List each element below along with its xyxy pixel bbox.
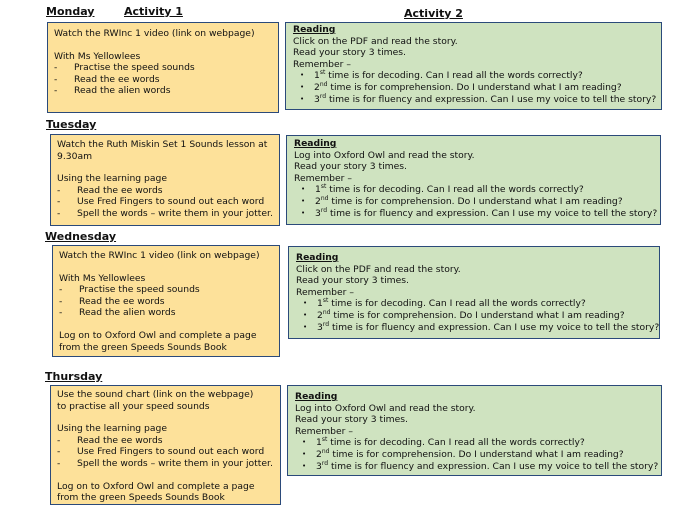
tuesday-intro: 9.30am [57, 150, 93, 162]
instruction: Click on the PDF and read the story. [293, 35, 458, 47]
instruction: Read your story 3 times. [293, 47, 406, 59]
list-item: • 1st time is for decoding. Can I read all the words correctly? [301, 183, 584, 196]
list-item: • 3rd time is for fluency and expression. Can I use my voice to tell the story? [300, 92, 657, 105]
list-item: • 3rd time is for fluency and expression. Can I use my voice to tell the story? [302, 459, 659, 472]
wednesday-activity2-box [288, 246, 660, 339]
list-item: - Read the ee words [57, 434, 163, 446]
list-item: - Spell the words – write them in your jotter. [57, 457, 273, 469]
tuesday-heading: Tuesday [46, 118, 97, 131]
tuesday-using: Using the learning page [57, 173, 167, 185]
wednesday-heading: Wednesday [45, 230, 117, 243]
list-item: • 3rd time is for fluency and expression. Can I use my voice to tell the story? [301, 206, 658, 219]
thursday-intro: Use the sound chart (link on the webpage) [57, 389, 254, 400]
list-item: - Read the ee words [54, 73, 160, 85]
thursday-log: from the green Speeds Sounds Book [57, 492, 225, 504]
instruction: Read your story 3 times. [296, 275, 409, 287]
monday-intro: Watch the RWInc 1 video (link on webpage) [54, 28, 255, 39]
wednesday-with: With Ms Yellowlees [59, 272, 146, 284]
activity1-heading: Activity 1 [124, 5, 183, 18]
monday-heading: Monday [46, 5, 95, 18]
instruction: Remember – [295, 425, 353, 437]
instruction: Read your story 3 times. [295, 414, 408, 426]
instruction: Read your story 3 times. [294, 161, 407, 173]
activity2-heading: Activity 2 [404, 7, 463, 20]
list-item: • 2nd time is for comprehension. Do I understand what I am reading? [300, 80, 622, 93]
instruction: Remember – [294, 172, 352, 184]
list-item: - Read the alien words [54, 85, 171, 97]
list-item: • 1st time is for decoding. Can I read all the words correctly? [302, 436, 585, 449]
list-item: - Use Fred Fingers to sound out each word [57, 196, 265, 208]
instruction: Log into Oxford Owl and read the story. [294, 149, 475, 161]
list-item: - Read the ee words [57, 184, 163, 196]
thursday-activity1-box [50, 385, 281, 505]
thursday-intro: to practise all your speed sounds [57, 400, 210, 412]
instruction: Click on the PDF and read the story. [296, 263, 461, 275]
list-item: • 1st time is for decoding. Can I read all the words correctly? [303, 297, 586, 310]
thursday-activity2-box [287, 385, 662, 476]
reading-title: Reading [294, 138, 337, 149]
list-item: • 2nd time is for comprehension. Do I understand what I am reading? [303, 308, 625, 321]
list-item: - Use Fred Fingers to sound out each word [57, 446, 265, 458]
tuesday-activity2-box [286, 135, 661, 225]
list-item: - Practise the speed sounds [59, 284, 200, 296]
tuesday-activity1-box [50, 134, 280, 226]
wednesday-log: Log on to Oxford Owl and complete a page [59, 329, 257, 341]
thursday-heading: Thursday [45, 370, 103, 383]
list-item: - Read the ee words [59, 295, 165, 307]
monday-activity2-box [285, 22, 662, 110]
reading-title: Reading [296, 252, 339, 263]
list-item: • 2nd time is for comprehension. Do I understand what I am reading? [302, 447, 624, 460]
wednesday-log: from the green Speeds Sounds Book [59, 341, 227, 353]
reading-title: Reading [293, 24, 336, 35]
instruction: Log into Oxford Owl and read the story. [295, 402, 476, 414]
list-item: - Practise the speed sounds [54, 62, 195, 74]
list-item: - Spell the words – write them in your jotter. [57, 207, 273, 219]
thursday-log: Log on to Oxford Owl and complete a page [57, 480, 255, 492]
wednesday-intro: Watch the RWInc 1 video (link on webpage) [59, 250, 260, 261]
tuesday-intro: Watch the Ruth Miskin Set 1 Sounds lesson at [57, 139, 268, 150]
instruction: Remember – [296, 286, 354, 298]
monday-activity1-box [47, 22, 279, 113]
reading-title: Reading [295, 391, 338, 402]
list-item: • 1st time is for decoding. Can I read all the words correctly? [300, 69, 583, 82]
instruction: Remember – [293, 58, 351, 70]
list-item: • 2nd time is for comprehension. Do I understand what I am reading? [301, 194, 623, 207]
list-item: - Read the alien words [59, 307, 176, 319]
thursday-using: Using the learning page [57, 423, 167, 435]
monday-with: With Ms Yellowlees [54, 50, 141, 62]
wednesday-activity1-box [52, 245, 280, 357]
list-item: • 3rd time is for fluency and expression. Can I use my voice to tell the story? [303, 320, 660, 333]
